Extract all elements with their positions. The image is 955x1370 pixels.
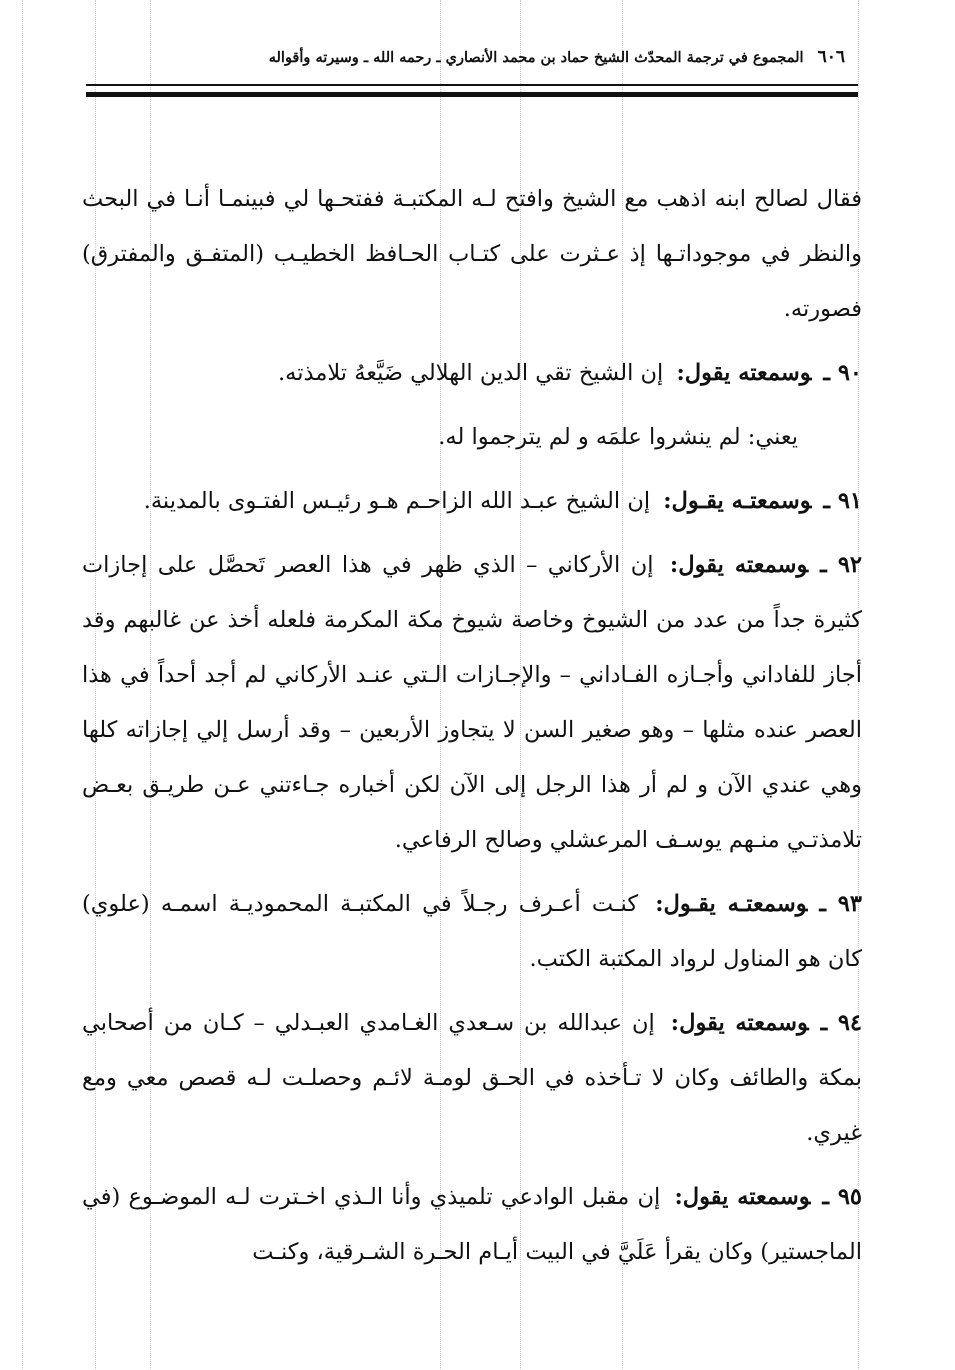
- entry-lead: وسمعته يقول:: [674, 1184, 811, 1210]
- scan-guide-line: [22, 0, 23, 1370]
- header-rule-thick: [86, 92, 858, 97]
- entry-lead: وسمعتـه يقـول:: [663, 488, 812, 514]
- entry-94: [82, 996, 862, 1161]
- entry-number: ٩٠ ـ: [823, 360, 862, 386]
- entry-lead: وسمعته يقول:: [676, 360, 812, 386]
- page-number: ٦٠٦: [817, 47, 845, 67]
- intro-paragraph: فقال لصالح ابنه اذهب مع الشيخ وافتح لـه المكتبـة ففتحـها لي فبينمـا أنـا في البحث والنظر في موجوداتـها إذ عـثرت على كتـاب الحـافظ الخطيـب (المتفـق والمفترق) فصورته.: [82, 186, 862, 322]
- entry-text: إن عبدالله بن سـعدي الغـامدي العبـدلي – كـان من أصحابي بمكة والطائف وكان لا تـأخذه في الحـق لومـة لائـم وحصلـت لـه قصص معي ومع غيري.: [82, 1010, 862, 1146]
- entry-number: ٩٥ ـ: [822, 1184, 862, 1210]
- entry-95: [82, 1170, 862, 1280]
- entry-text: إن الشيخ تقي الدين الهلالي ضَيَّعهُ تلامذته.: [278, 360, 664, 386]
- entry-lead: وسمعته يقول:: [670, 1010, 809, 1036]
- entry-number: ٩٣ ـ: [819, 891, 862, 917]
- explanatory-note: يعني: لم ينشروا علمَه و لم يترجموا له.: [438, 424, 798, 450]
- entry-lead: وسمعتـه يقـول:: [655, 891, 808, 917]
- entry-91: [82, 474, 862, 529]
- entry-90: [82, 346, 862, 401]
- entry-lead: وسمعته يقول:: [669, 552, 809, 578]
- entry-93: [82, 877, 862, 987]
- entry-text: إن مقبل الوادعي تلميذي وأنا الـذي اخـترت لـه الموضـوع (في الماجستير) وكان يقرأ عَلَيَّ في البيت أيـام الحـرة الشـرقية، وكنـت: [82, 1184, 862, 1265]
- entry-text: إن الشيخ عبـد الله الزاحـم هـو رئيـس الفتـوى بالمدينة.: [143, 488, 651, 514]
- page-body: [82, 172, 862, 1289]
- entry-number: ٩٢ ـ: [820, 552, 862, 578]
- entry-92: [82, 538, 862, 868]
- entry-number: ٩١ ـ: [823, 488, 862, 514]
- entry-text: إن الأركاني – الذي ظهر في هذا العصر تَحصَّل على إجازات كثيرة جداً من عدد من الشيوخ وخاصة شيوخ مكة المكرمة فلعله أخذ عن غالبهم وقد أجاز للفاداني وأجـازه الفـاداني – والإجـازات الـتي عنـد الأركاني لم أجد أحداً في هذا العصر عنده مثلها – وهو صغير السن لا يتجاوز الأربعين – وقد أرسل إلي إجازاته كلها وهي عندي الآن و لم أر هذا الرجل إلى الآن لكن أخباره جـاءتني عـن طريـق بعـض تلامذتـي منـهم يوسـف المرعشلي وصالح الرفاعي.: [82, 552, 862, 853]
- header-rule-thin: [86, 84, 858, 86]
- entry-text: كنـت أعـرف رجـلاً في المكتبـة المحموديـة اسمـه (علوي) كان هو المناول لرواد المكتبة الكتب.: [82, 891, 862, 972]
- entry-number: ٩٤ ـ: [820, 1010, 862, 1036]
- header-title: المجموع في ترجمة المحدّث الشيخ حماد بن محمد الأنصاري ـ رحمه الله ـ وسيرته وأقواله: [268, 48, 804, 66]
- running-header: [180, 42, 845, 72]
